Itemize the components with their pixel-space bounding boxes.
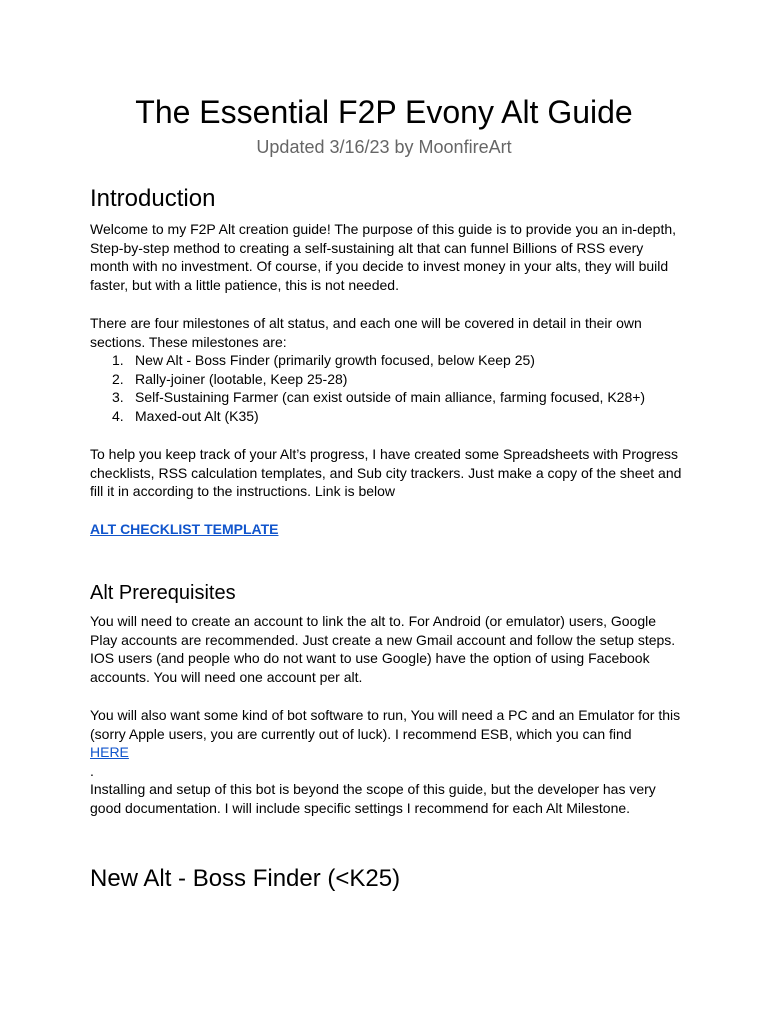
text-line: You will also want some kind of bot software to run, You will need a PC and an Emulator for this	[90, 707, 681, 723]
document-title: The Essential F2P Evony Alt Guide	[135, 94, 633, 130]
intro-paragraph-2	[90, 314, 690, 351]
text-line: sections. These milestones are:	[90, 333, 287, 350]
list-item-text: Maxed-out Alt (K35)	[135, 407, 259, 424]
text-line: month with no investment. Of course, if you decide to invest money in your alts, they will build	[90, 258, 669, 275]
text-line: You will need to create an account to link the alt to. For Android (or emulator) users, Google	[90, 613, 657, 629]
list-number: 3.	[112, 389, 124, 406]
intro-heading: Introduction	[90, 185, 216, 212]
list-item-text: New Alt - Boss Finder (primarily growth focused, below Keep 25)	[135, 352, 535, 368]
list-number: 1.	[112, 352, 124, 368]
text-line: faster, but with a little patience, this is not needed.	[90, 276, 399, 293]
list-number: 4.	[112, 407, 124, 424]
checklist-template-link[interactable]: ALT CHECKLIST TEMPLATE	[90, 521, 279, 537]
text-line: Play accounts are recommended. Just create a new Gmail account and follow the setup steps.	[90, 631, 676, 648]
prereq-paragraph-2	[90, 706, 690, 818]
text-line: Installing and setup of this bot is beyond the scope of this guide, but the developer has very	[90, 781, 656, 798]
text-line: To help you keep track of your Alt’s progress, I have created some Spreadsheets with Progress	[90, 446, 679, 462]
list-number: 2.	[112, 370, 124, 387]
list-item	[112, 407, 645, 426]
list-item	[112, 370, 645, 389]
prereq-heading: Alt Prerequisites	[90, 582, 236, 604]
text-line: IOS users (and people who do not want to use Google) have the option of using Facebook	[90, 650, 650, 667]
esb-download-link[interactable]: HERE	[90, 744, 129, 761]
checklist-link-row	[90, 520, 690, 539]
text-line: accounts. You will need one account per alt.	[90, 668, 363, 685]
list-item-text: Rally-joiner (lootable, Keep 25-28)	[135, 370, 348, 387]
text-line: Step-by-step method to creating a self-sustaining alt that can funnel Billions of RSS every	[90, 239, 644, 256]
milestone-list	[112, 351, 645, 425]
text-line: Welcome to my F2P Alt creation guide! The purpose of this guide is to provide you an in-depth,	[90, 221, 677, 237]
text-segment: (sorry Apple users, you are currently out of luck). I recommend ESB, which you can find	[90, 725, 632, 742]
text-segment: .	[90, 762, 94, 779]
document-subtitle: Updated 3/16/23 by MoonfireArt	[256, 137, 512, 157]
text-line: There are four milestones of alt status, and each one will be covered in detail in their own	[90, 315, 642, 331]
text-line: checklists, RSS calculation templates, and Sub city trackers. Just make a copy of the sheet and	[90, 464, 682, 481]
list-item	[112, 351, 645, 370]
new-alt-heading: New Alt - Boss Finder (<K25)	[90, 865, 401, 892]
list-item-text: Self-Sustaining Farmer (can exist outside of main alliance, farming focused, K28+)	[135, 389, 646, 406]
text-line	[90, 725, 690, 781]
text-line: fill it in according to the instructions. Link is below	[90, 483, 396, 500]
intro-paragraph-3	[90, 445, 690, 501]
intro-paragraph-1	[90, 220, 690, 294]
text-line: good documentation. I will include specific settings I recommend for each Alt Milestone.	[90, 799, 631, 816]
prereq-paragraph-1	[90, 612, 690, 686]
list-item	[112, 388, 645, 407]
